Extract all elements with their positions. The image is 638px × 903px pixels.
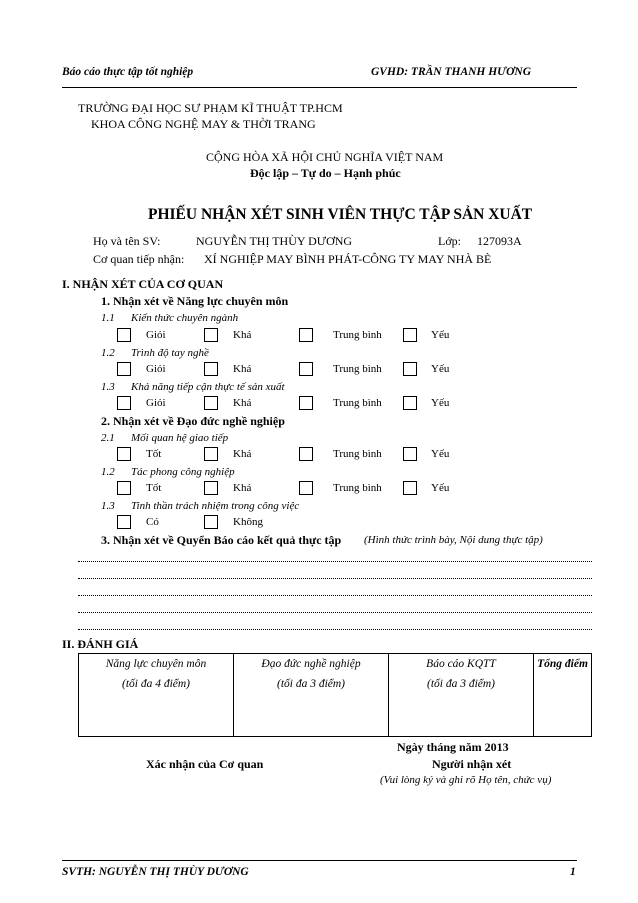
class-value: 127093A [477,234,522,248]
option-label: Khá [233,448,252,460]
option-label: Khá [233,397,252,409]
option-label: Khá [233,329,252,341]
sub3-note: (Hình thức trình bày, Nội dung thực tập) [364,534,543,546]
eval-cell-competence[interactable] [79,654,234,737]
eval-col-title: Tổng điểm [537,658,588,670]
option-label: Yếu [431,363,450,375]
org-confirm-label: Xác nhận của Cơ quan [146,757,264,771]
option-label: Giỏi [146,397,166,409]
checkbox-2-3-khong[interactable] [204,515,218,529]
checkbox-2-1-yeu[interactable] [403,447,417,461]
option-label: Yếu [431,397,450,409]
checkbox-2-2-kha[interactable] [204,481,218,495]
eval-col-title: Báo cáo KQTT [426,658,496,670]
org-label: Cơ quan tiếp nhận: [93,252,185,266]
option-label: Tốt [146,482,162,494]
checkbox-2-1-tot[interactable] [117,447,131,461]
sub1-heading: 1. Nhận xét về Năng lực chuyên môn [101,294,289,308]
comment-line[interactable] [78,595,592,597]
comment-line[interactable] [78,629,592,631]
student-name-label: Họ và tên SV: [93,234,161,248]
checkbox-2-2-tot[interactable] [117,481,131,495]
comment-line[interactable] [78,578,592,580]
sub3-heading: 3. Nhận xét về Quyển Báo cáo kết quả thực tập [101,533,342,547]
option-label: Giỏi [146,329,166,341]
faculty-name: KHOA CÔNG NGHỆ MAY & THỜI TRANG [91,117,316,131]
eval-cell-total[interactable] [534,654,592,737]
comment-line[interactable] [78,612,592,614]
option-label: Yếu [431,329,450,341]
footer-student: SVTH: NGUYỄN THỊ THÙY DƯƠNG [62,866,249,878]
checkbox-1-3-yeu[interactable] [403,396,417,410]
item-2-3-num: 1.3 [101,500,115,512]
option-label: Yếu [431,482,450,494]
checkbox-2-1-trungbinh[interactable] [299,447,313,461]
evaluation-table [78,653,592,737]
option-label: Khá [233,363,252,375]
header-right: GVHD: TRẦN THANH HƯƠNG [371,66,532,78]
section2-heading: II. ĐÁNH GIÁ [62,637,139,651]
option-label: Trung bình [333,363,382,375]
option-label: Giỏi [146,363,166,375]
checkbox-2-1-kha[interactable] [204,447,218,461]
eval-cell-report[interactable] [389,654,534,737]
eval-cell-ethics[interactable] [234,654,389,737]
eval-col-title: Đạo đức nghề nghiệp [261,658,361,670]
checkbox-2-2-trungbinh[interactable] [299,481,313,495]
eval-col-title: Năng lực chuyên môn [105,658,207,670]
checkbox-1-2-trungbinh[interactable] [299,362,313,376]
option-label: Yếu [431,448,450,460]
item-1-1-num: 1.1 [101,312,115,324]
option-label: Tốt [146,448,162,460]
checkbox-1-2-kha[interactable] [204,362,218,376]
item-2-3-label: Tinh thần trách nhiệm trong công việc [131,500,300,512]
school-name: TRƯỜNG ĐẠI HỌC SƯ PHẠM KĨ THUẬT TP.HCM [78,101,343,115]
option-label: Không [233,516,263,528]
header-left: Báo cáo thực tập tốt nghiệp [62,66,194,78]
item-1-3-label: Khả năng tiếp cận thực tế sản xuất [131,381,285,393]
option-label: Trung bình [333,482,382,494]
option-label: Trung bình [333,329,382,341]
item-2-2-num: 1.2 [101,466,115,478]
checkbox-2-2-yeu[interactable] [403,481,417,495]
checkbox-1-1-gioi[interactable] [117,328,131,342]
checkbox-1-2-yeu[interactable] [403,362,417,376]
class-label: Lớp: [438,234,462,248]
option-label: Trung bình [333,448,382,460]
item-2-1-label: Mối quan hệ giao tiếp [131,432,229,444]
reviewer-note: (Vui lòng ký và ghi rõ Họ tên, chức vụ) [380,774,552,786]
checkbox-1-3-trungbinh[interactable] [299,396,313,410]
comment-line[interactable] [78,561,592,563]
eval-col-sub: (tối đa 4 điểm) [121,678,191,690]
item-2-1-num: 2.1 [101,432,115,444]
reviewer-label: Người nhận xét [432,757,512,771]
checkbox-1-2-gioi[interactable] [117,362,131,376]
checkbox-1-1-kha[interactable] [204,328,218,342]
sign-date: Ngày tháng năm 2013 [397,740,509,754]
item-1-2-num: 1.2 [101,347,115,359]
item-1-1-label: Kiến thức chuyên ngành [131,312,239,324]
eval-col-sub: (tối đa 3 điểm) [426,678,496,690]
checkbox-1-1-trungbinh[interactable] [299,328,313,342]
checkbox-2-3-co[interactable] [117,515,131,529]
footer-rule [62,860,577,861]
checkbox-1-3-kha[interactable] [204,396,218,410]
option-label: Khá [233,482,252,494]
nation-motto: Độc lập – Tự do – Hạnh phúc [250,166,401,180]
item-1-3-num: 1.3 [101,381,115,393]
page-number: 1 [570,866,576,878]
student-name-value: NGUYỄN THỊ THÙY DƯƠNG [196,234,353,248]
nation-title: CỘNG HÒA XÃ HỘI CHỦ NGHĨA VIỆT NAM [206,150,444,164]
sub2-heading: 2. Nhận xét về Đạo đức nghề nghiệp [101,414,285,428]
checkbox-1-1-yeu[interactable] [403,328,417,342]
checkbox-1-3-gioi[interactable] [117,396,131,410]
item-2-2-label: Tác phong công nghiệp [131,466,235,478]
page-title: PHIẾU NHẬN XÉT SINH VIÊN THỰC TẬP SẢN XUẤT [148,206,533,223]
header-rule [62,87,577,88]
section1-heading: I. NHẬN XÉT CỦA CƠ QUAN [62,277,224,291]
org-value: XÍ NGHIỆP MAY BÌNH PHÁT-CÔNG TY MAY NHÀ BÈ [204,252,492,266]
item-1-2-label: Trình độ tay nghề [131,347,209,359]
eval-col-sub: (tối đa 3 điểm) [276,678,346,690]
option-label: Trung bình [333,397,382,409]
option-label: Có [146,516,159,528]
